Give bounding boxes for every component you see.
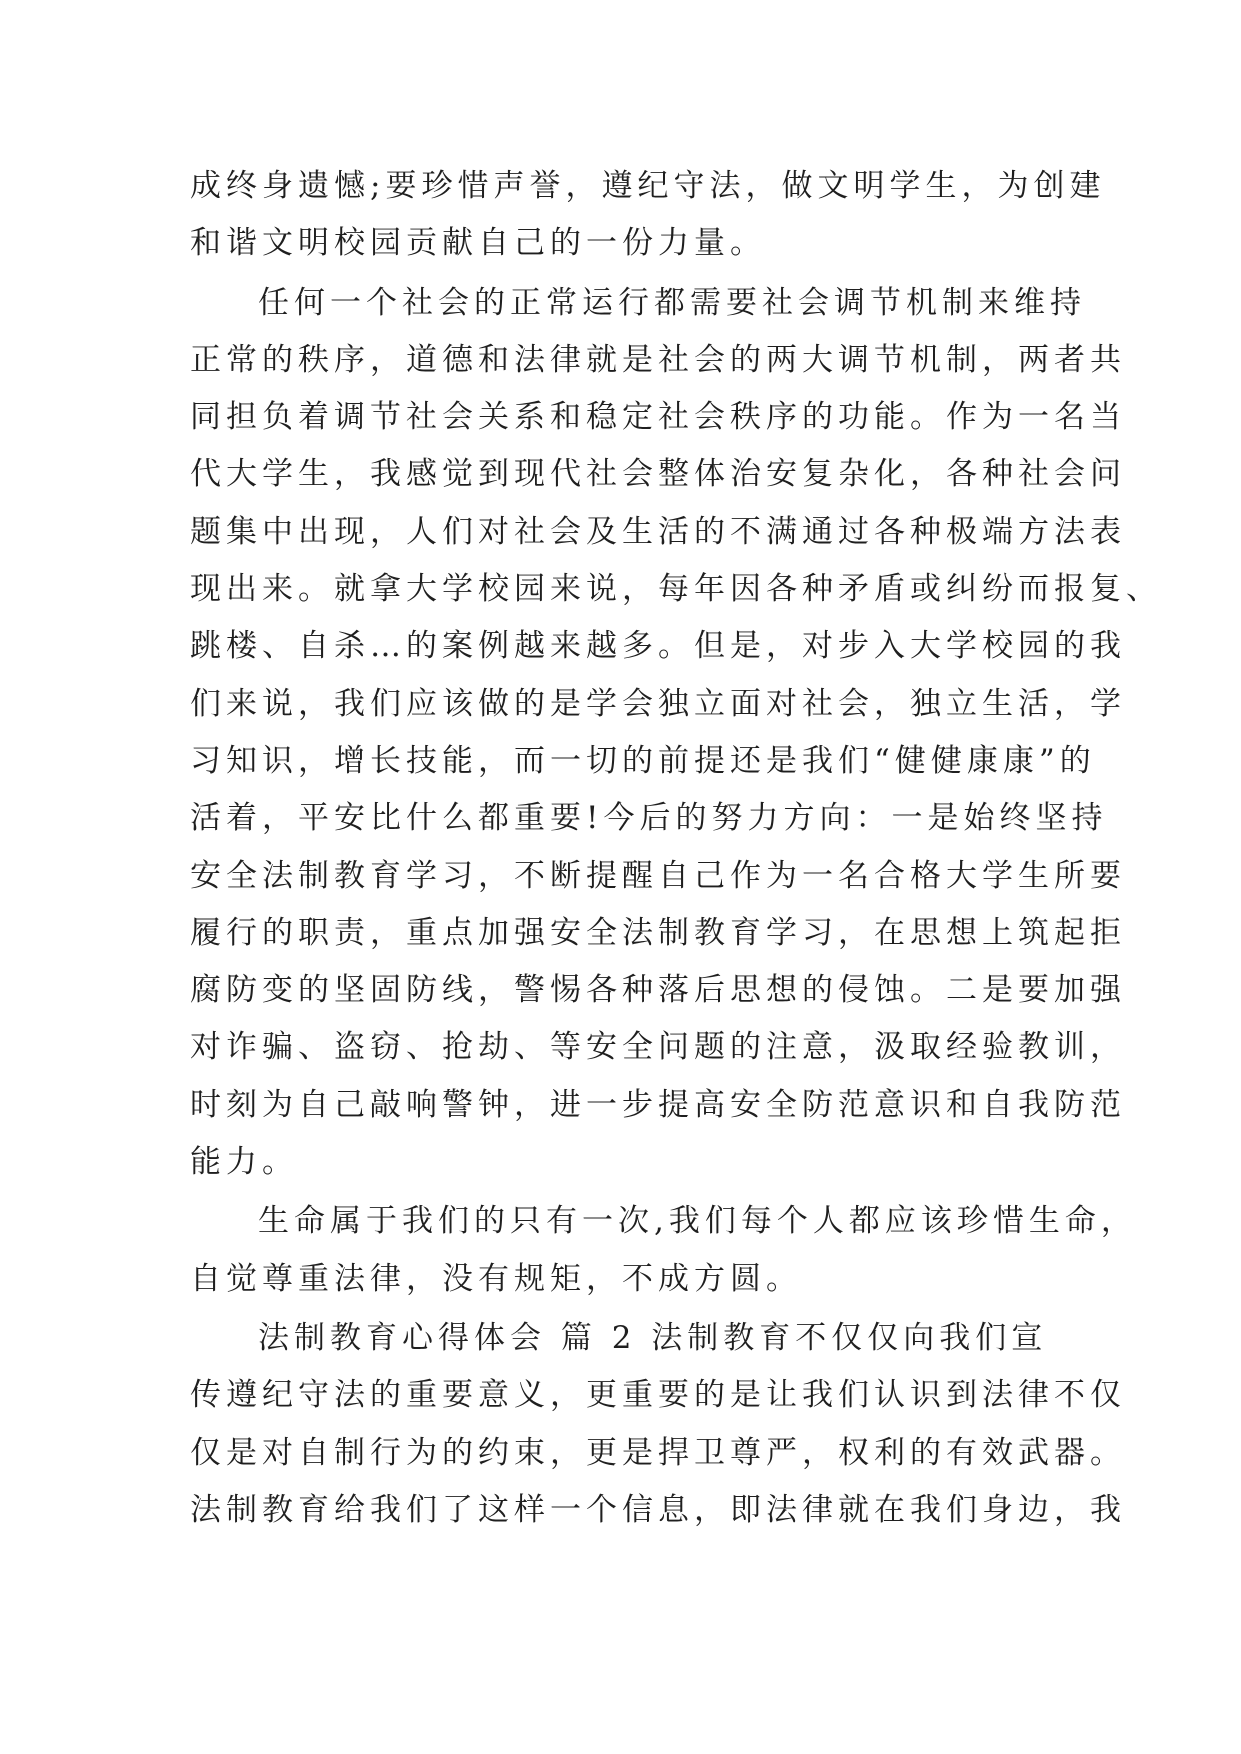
text-line: 成终身遗憾;要珍惜声誉，遵纪守法，做文明学生，为创建 bbox=[190, 168, 1106, 204]
text-line: 时刻为自己敲响警钟，进一步提高安全防范意识和自我防范 bbox=[190, 1086, 1126, 1123]
text-line: 对诈骗、盗窃、抢劫、等安全问题的注意，汲取经验教训， bbox=[190, 1029, 1126, 1066]
text-line: 现出来。就拿大学校园来说，每年因各种矛盾或纠纷而报复、 bbox=[190, 571, 1162, 608]
text-line: 能力。 bbox=[190, 1144, 298, 1181]
text-line: 同担负着调节社会关系和稳定社会秩序的功能。作为一名当 bbox=[190, 399, 1126, 436]
document-body bbox=[190, 158, 1162, 1539]
text-line: 题集中出现，人们对社会及生活的不满通过各种极端方法表 bbox=[190, 513, 1126, 550]
text-line: 传遵纪守法的重要意义，更重要的是让我们认识到法律不仅 bbox=[190, 1377, 1126, 1414]
text-line: 代大学生，我感觉到现代社会整体治安复杂化，各种社会问 bbox=[190, 456, 1126, 493]
text-line: 正常的秩序，道德和法律就是社会的两大调节机制，两者共 bbox=[190, 341, 1126, 378]
text-line: 跳楼、自杀…的案例越来越多。但是，对步入大学校园的我 bbox=[190, 628, 1126, 665]
text-line: 任何一个社会的正常运行都需要社会调节机制来维持 bbox=[258, 284, 1086, 321]
text-line: 和谐文明校园贡献自己的一份力量。 bbox=[190, 225, 766, 262]
text-line: 履行的职责，重点加强安全法制教育学习，在思想上筑起拒 bbox=[190, 914, 1126, 951]
text-line: 们来说，我们应该做的是学会独立面对社会，独立生活，学 bbox=[190, 685, 1126, 722]
section-heading-line: 法制教育心得体会 篇 2 法制教育不仅仅向我们宣 bbox=[258, 1319, 1048, 1356]
text-line: 习知识，增长技能，而一切的前提还是我们“健健康康”的 bbox=[190, 742, 1096, 779]
text-line: 自觉尊重法律，没有规矩，不成方圆。 bbox=[190, 1260, 802, 1297]
text-line: 法制教育给我们了这样一个信息，即法律就在我们身边，我 bbox=[190, 1491, 1126, 1528]
text-line: 活着，平安比什么都重要!今后的努力方向：一是始终坚持 bbox=[190, 800, 1108, 837]
text-line: 生命属于我们的只有一次,我们每个人都应该珍惜生命， bbox=[258, 1203, 1137, 1240]
text-line: 安全法制教育学习，不断提醒自己作为一名合格大学生所要 bbox=[190, 857, 1126, 894]
text-line: 腐防变的坚固防线，警惕各种落后思想的侵蚀。二是要加强 bbox=[190, 972, 1126, 1009]
text-line: 仅是对自制行为的约束，更是捍卫尊严，权利的有效武器。 bbox=[190, 1434, 1126, 1471]
